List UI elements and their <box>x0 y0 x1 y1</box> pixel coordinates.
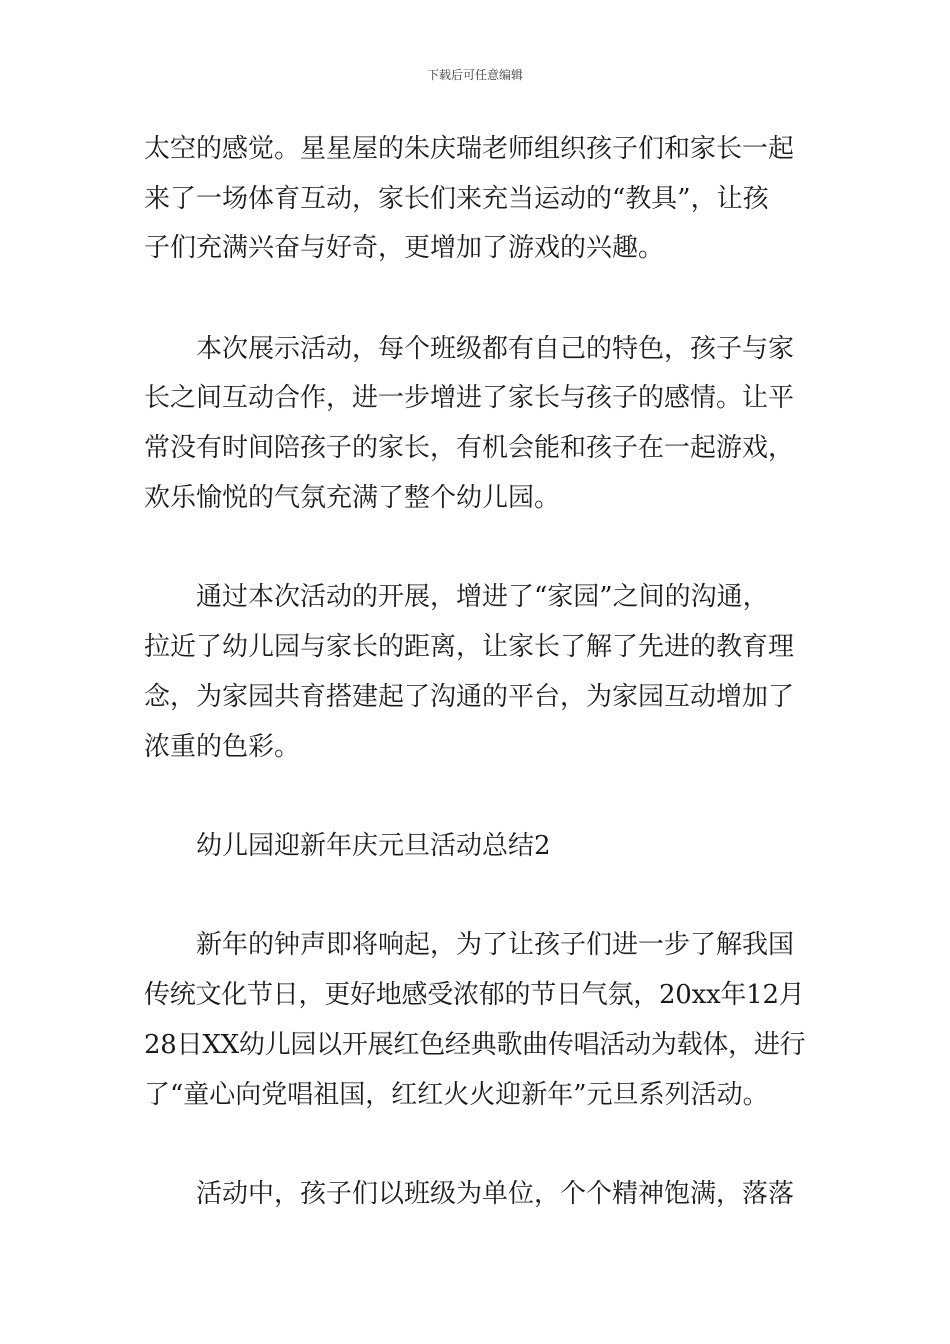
paragraph-line: 本次展示活动，每个班级都有自己的特色，孩子与家 <box>196 334 795 364</box>
paragraph-line: 欢乐愉悦的气氛充满了整个幼儿园。 <box>144 483 561 513</box>
paragraph-line: 浓重的色彩。 <box>144 732 301 762</box>
paragraph-line: 通过本次活动的开展，增进了“家园”之间的沟通， <box>196 582 769 612</box>
paragraph-line: 太空的感觉。星星屋的朱庆瑞老师组织孩子们和家长一起 <box>144 134 795 164</box>
paragraph-line: 活动中，孩子们以班级为单位，个个精神饱满，落落 <box>196 1179 795 1209</box>
paragraph-line: 28日XX幼儿园以开展红色经典歌曲传唱活动为载体，进行 <box>144 1030 806 1060</box>
paragraph-line: 传统文化节日，更好地感受浓郁的节日气氛，20xx年12月 <box>144 980 805 1010</box>
paragraph-line: 拉近了幼儿园与家长的距离，让家长了解了先进的教育理 <box>144 632 795 662</box>
header-note: 下载后可任意编辑 <box>426 68 523 82</box>
paragraph-line: 念，为家园共育搭建起了沟通的平台，为家园互动增加了 <box>144 682 795 712</box>
paragraph-line: 长之间互动合作，进一步增进了家长与孩子的感情。让平 <box>144 383 795 413</box>
paragraph-line: 子们充满兴奋与好奇，更增加了游戏的兴趣。 <box>144 233 665 263</box>
paragraph-line: 常没有时间陪孩子的家长，有机会能和孩子在一起游戏， <box>144 433 795 463</box>
paragraph-line: 了“童心向党唱祖国，红红火火迎新年”元旦系列活动。 <box>144 1080 769 1110</box>
section-heading: 幼儿园迎新年庆元旦活动总结2 <box>196 831 551 861</box>
paragraph-line: 来了一场体育互动，家长们来充当运动的“教具”，让孩 <box>144 184 769 214</box>
paragraph-line: 新年的钟声即将响起，为了让孩子们进一步了解我国 <box>196 930 795 960</box>
